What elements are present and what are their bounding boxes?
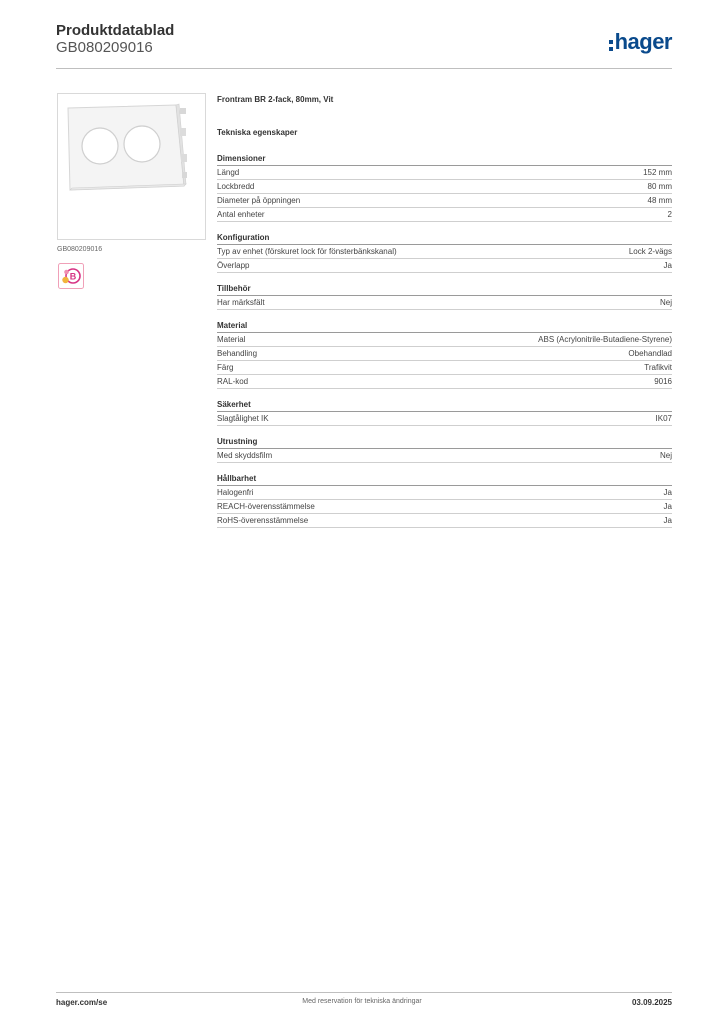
spec-label: Färg xyxy=(217,363,234,372)
spec-row xyxy=(217,361,672,375)
footer-date: 03.09.2025 xyxy=(631,998,672,1007)
spec-value: ABS (Acrylonitrile-Butadiene-Styrene) xyxy=(538,335,672,344)
spec-row xyxy=(217,449,672,463)
spec-value: 80 mm xyxy=(647,182,672,191)
group-heading: Säkerhet xyxy=(217,400,672,412)
spec-group xyxy=(217,400,672,426)
spec-value: 152 mm xyxy=(643,168,672,177)
logo-colon-icon xyxy=(609,40,613,51)
spec-group xyxy=(217,437,672,463)
footer-website[interactable]: hager.com/se xyxy=(56,998,108,1007)
spec-row xyxy=(217,514,672,528)
spec-row xyxy=(217,166,672,180)
spec-row xyxy=(217,245,672,259)
spec-groups xyxy=(217,154,672,528)
footer-divider xyxy=(56,992,672,993)
spec-row xyxy=(217,296,672,310)
group-heading: Hållbarhet xyxy=(217,474,672,486)
spec-label: Diameter på öppningen xyxy=(217,196,301,205)
spec-label: RoHS-överensstämmelse xyxy=(217,516,309,525)
spec-row xyxy=(217,412,672,426)
spec-row xyxy=(217,375,672,389)
spec-row xyxy=(217,259,672,273)
spec-value: Nej xyxy=(659,451,672,460)
group-heading: Tillbehör xyxy=(217,284,672,296)
hager-logo xyxy=(609,29,672,55)
spec-row xyxy=(217,180,672,194)
spec-group xyxy=(217,284,672,310)
section-title: Tekniska egenskaper xyxy=(217,128,298,137)
badge-label: B xyxy=(69,271,77,282)
spec-group xyxy=(217,233,672,273)
spec-value: Ja xyxy=(663,516,672,525)
image-caption: GB080209016 xyxy=(57,246,103,253)
group-heading: Utrustning xyxy=(217,437,672,449)
spec-value: Ja xyxy=(663,261,672,270)
spec-row xyxy=(217,500,672,514)
spec-content xyxy=(217,95,672,539)
group-heading: Material xyxy=(217,321,672,333)
spec-label: REACH-överensstämmelse xyxy=(217,502,315,511)
spec-value: 2 xyxy=(667,210,672,219)
spec-value: 9016 xyxy=(654,377,672,386)
spec-value: Obehandlad xyxy=(628,349,672,358)
spec-label: Typ av enhet (förskuret lock för fönsterbänkskanal) xyxy=(217,247,397,256)
group-heading: Konfiguration xyxy=(217,233,672,245)
spec-label: Har märksfält xyxy=(217,298,265,307)
spec-label: Överlapp xyxy=(217,261,250,270)
header-divider xyxy=(56,68,672,69)
spec-label: Antal enheter xyxy=(217,210,265,219)
footer-disclaimer: Med reservation för tekniska ändringar xyxy=(302,998,422,1005)
spec-value: Nej xyxy=(659,298,672,307)
spec-value: Trafikvit xyxy=(644,363,672,372)
spec-value: Lock 2-vägs xyxy=(628,247,672,256)
product-name: Frontram BR 2-fack, 80mm, Vit xyxy=(217,95,334,104)
spec-label: Material xyxy=(217,335,246,344)
spec-label: Med skyddsfilm xyxy=(217,451,273,460)
spec-value: Ja xyxy=(663,502,672,511)
product-image xyxy=(57,93,206,240)
spec-label: Halogenfri xyxy=(217,488,254,497)
document-title: Produktdatablad xyxy=(56,22,175,39)
spec-value: 48 mm xyxy=(647,196,672,205)
spec-label: Lockbredd xyxy=(217,182,255,191)
group-heading: Dimensioner xyxy=(217,154,672,166)
spec-label: RAL-kod xyxy=(217,377,249,386)
product-code: GB080209016 xyxy=(56,39,153,56)
spec-row xyxy=(217,486,672,500)
spec-value: IK07 xyxy=(655,414,672,423)
spec-row xyxy=(217,347,672,361)
spec-row xyxy=(217,194,672,208)
logo-text: hager xyxy=(614,29,672,54)
spec-row xyxy=(217,208,672,222)
spec-value: Ja xyxy=(663,488,672,497)
spec-label: Behandling xyxy=(217,349,258,358)
halogen-free-badge-icon xyxy=(58,263,84,294)
spec-label: Längd xyxy=(217,168,240,177)
spec-group xyxy=(217,474,672,528)
spec-group xyxy=(217,154,672,222)
frame-illustration-icon xyxy=(58,94,205,239)
spec-label: Slagtålighet IK xyxy=(217,414,269,423)
spec-group xyxy=(217,321,672,389)
spec-row xyxy=(217,333,672,347)
